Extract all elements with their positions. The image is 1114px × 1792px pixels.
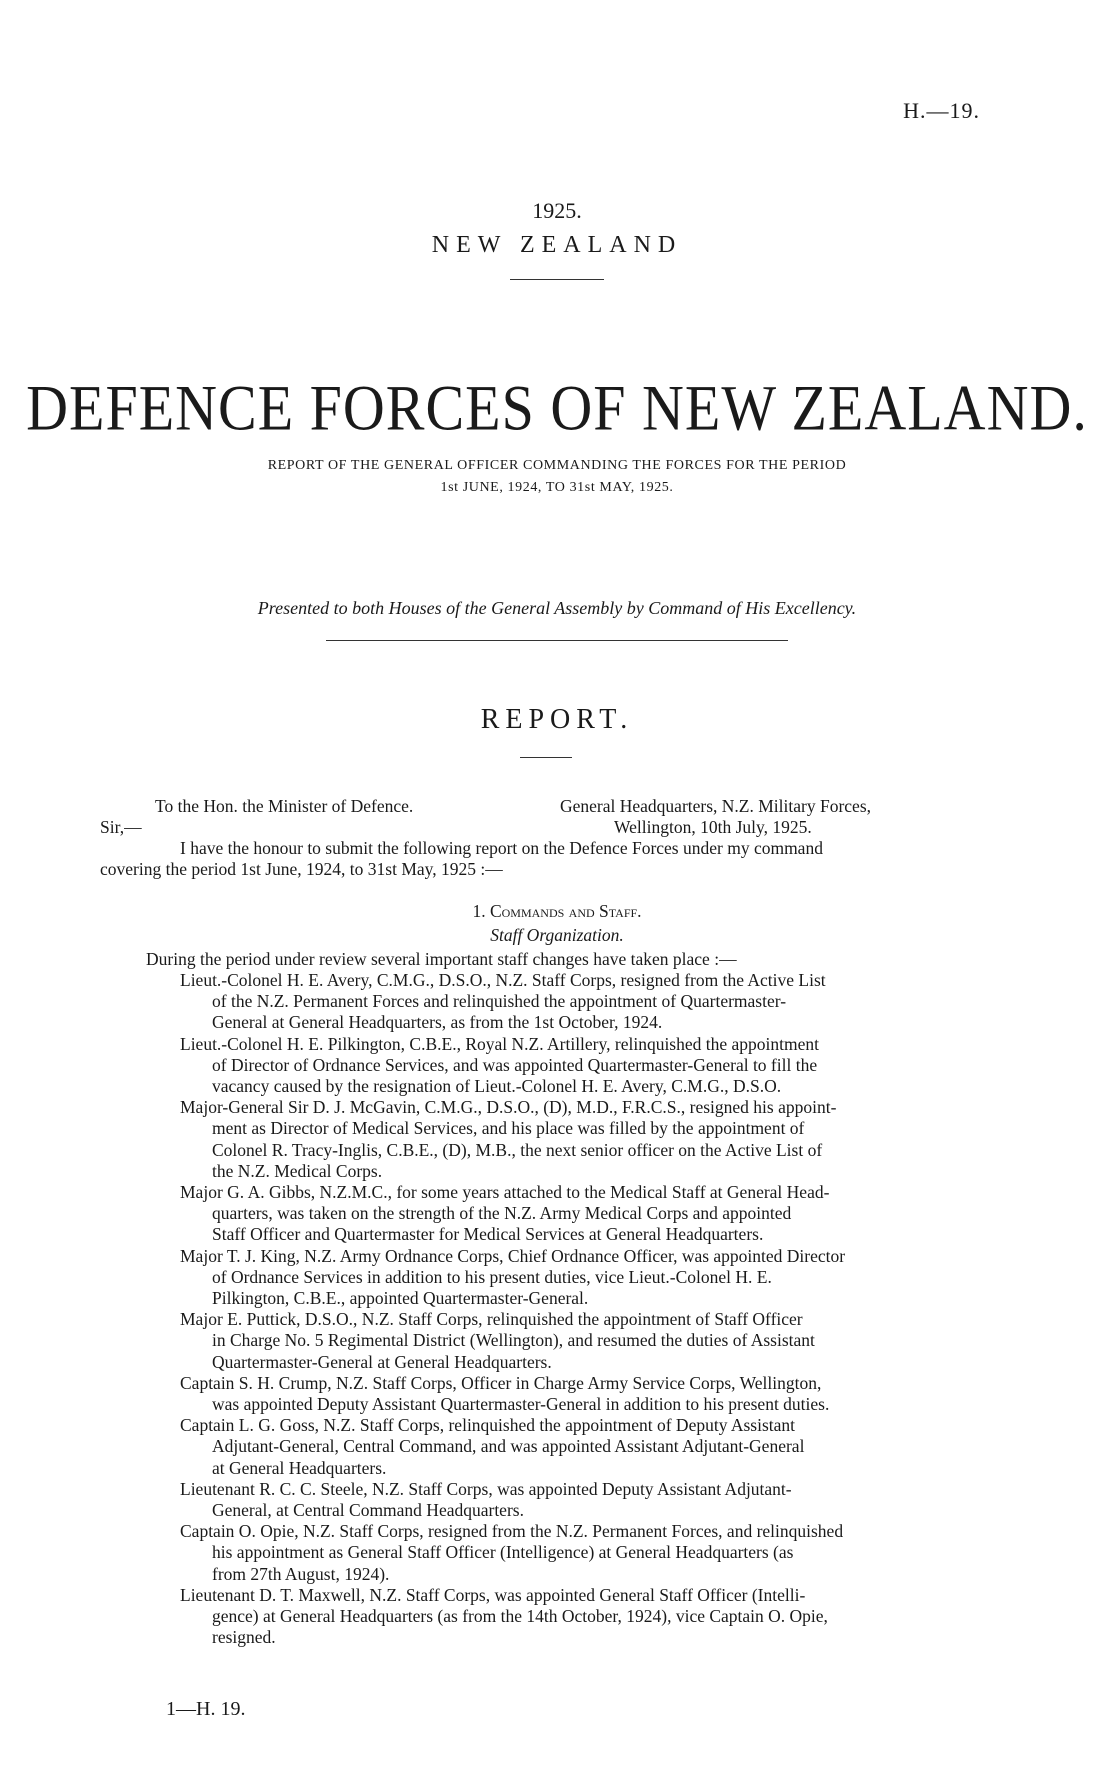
staff-change-line: Major E. Puttick, D.S.O., N.Z. Staff Corps, relinquished the appointment of Staff Officer [180,1309,803,1329]
letter-intro-2: covering the period 1st June, 1924, to 31st May, 1925 :— [100,859,503,879]
staff-change-line: was appointed Deputy Assistant Quartermaster-General in addition to his present duties. [212,1394,830,1414]
presented-note: Presented to both Houses of the General Assembly by Command of His Excellency. [257,598,857,618]
subtitle-line-2: 1st JUNE, 1924, TO 31st MAY, 1925. [440,480,674,495]
staff-change-line: Major-General Sir D. J. McGavin, C.M.G., D.S.O., (D), M.D., F.R.C.S., resigned his appoint- [180,1097,837,1117]
staff-change-line: resigned. [212,1627,276,1647]
divider-rule [326,640,788,641]
section-lead: During the period under review several important staff changes have taken place :— [146,949,737,969]
page-footer: 1—H. 19. [166,1698,246,1720]
subtitle-line-1: REPORT OF THE GENERAL OFFICER COMMANDING THE FORCES FOR THE PERIOD [267,458,847,473]
section-subheading: Staff Organization. [490,925,624,945]
staff-change-line: Lieutenant R. C. C. Steele, N.Z. Staff Corps, was appointed Deputy Assistant Adjutant- [180,1479,792,1499]
staff-change-line: ment as Director of Medical Services, and his place was filled by the appointment of [212,1118,805,1138]
staff-change-line: Lieutenant D. T. Maxwell, N.Z. Staff Corps, was appointed General Staff Officer (Intelli- [180,1585,806,1605]
document-year: 1925. [532,198,582,223]
staff-change-line: in Charge No. 5 Regimental District (Wellington), and resumed the duties of Assistant [212,1330,815,1350]
staff-change-line: from 27th August, 1924). [212,1564,390,1584]
page-title: DEFENCE FORCES OF NEW ZEALAND. [26,371,1088,444]
letter-origin-1: General Headquarters, N.Z. Military Forces, [560,796,872,816]
letter-intro-1: I have the honour to submit the following report on the Defence Forces under my command [180,838,823,858]
staff-change-line: of Ordnance Services in addition to his present duties, vice Lieut.-Colonel H. E. [212,1267,772,1287]
staff-change-line: the N.Z. Medical Corps. [212,1161,383,1181]
divider-rule [510,279,604,280]
staff-change-line: of Director of Ordnance Services, and was appointed Quartermaster-General to fill the [212,1055,818,1075]
document-reference: H.—19. [903,98,980,123]
divider-rule [520,757,572,758]
letter-salutation: Sir,— [100,817,142,837]
staff-change-line: Adjutant-General, Central Command, and was appointed Assistant Adjutant-General [212,1436,805,1456]
staff-change-line: Staff Officer and Quartermaster for Medical Services at General Headquarters. [212,1224,764,1244]
staff-change-line: Lieut.-Colonel H. E. Avery, C.M.G., D.S.O., N.Z. Staff Corps, resigned from the Active List [180,970,826,990]
staff-change-line: of the N.Z. Permanent Forces and relinquished the appointment of Quartermaster- [212,991,787,1011]
staff-change-line: Pilkington, C.B.E., appointed Quartermaster-General. [212,1288,589,1308]
letter-origin-2: Wellington, 10th July, 1925. [614,817,812,837]
staff-change-line: Colonel R. Tracy-Inglis, C.B.E., (D), M.B., the next senior officer on the Active List of [212,1140,823,1160]
section-heading: 1. Commands and Staff. [472,901,642,921]
staff-change-line: Captain O. Opie, N.Z. Staff Corps, resigned from the N.Z. Permanent Forces, and relinquished [180,1521,844,1541]
report-heading: REPORT. [480,704,634,735]
staff-change-line: Quartermaster-General at General Headquarters. [212,1352,552,1372]
staff-change-line: General, at Central Command Headquarters. [212,1500,524,1520]
staff-change-line: Captain L. G. Goss, N.Z. Staff Corps, relinquished the appointment of Deputy Assistant [180,1415,796,1435]
staff-change-line: at General Headquarters. [212,1458,387,1478]
staff-change-line: his appointment as General Staff Officer (Intelligence) at General Headquarters (as [212,1542,794,1562]
staff-change-line: vacancy caused by the resignation of Lieut.-Colonel H. E. Avery, C.M.G., D.S.O. [212,1076,782,1096]
staff-change-line: Captain S. H. Crump, N.Z. Staff Corps, Officer in Charge Army Service Corps, Wellington, [180,1373,822,1393]
staff-change-line: Major T. J. King, N.Z. Army Ordnance Corps, Chief Ordnance Officer, was appointed Director [180,1246,846,1266]
staff-change-line: General at General Headquarters, as from the 1st October, 1924. [212,1012,663,1032]
country-heading: NEW ZEALAND [431,232,683,258]
staff-change-line: gence) at General Headquarters (as from the 14th October, 1924), vice Captain O. Opie, [212,1606,828,1626]
staff-change-line: Major G. A. Gibbs, N.Z.M.C., for some years attached to the Medical Staff at General Head- [180,1182,830,1202]
staff-change-line: quarters, was taken on the strength of the N.Z. Army Medical Corps and appointed [212,1203,792,1223]
staff-change-line: Lieut.-Colonel H. E. Pilkington, C.B.E., Royal N.Z. Artillery, relinquished the appointment [180,1034,819,1054]
letter-addressee: To the Hon. the Minister of Defence. [155,796,414,816]
